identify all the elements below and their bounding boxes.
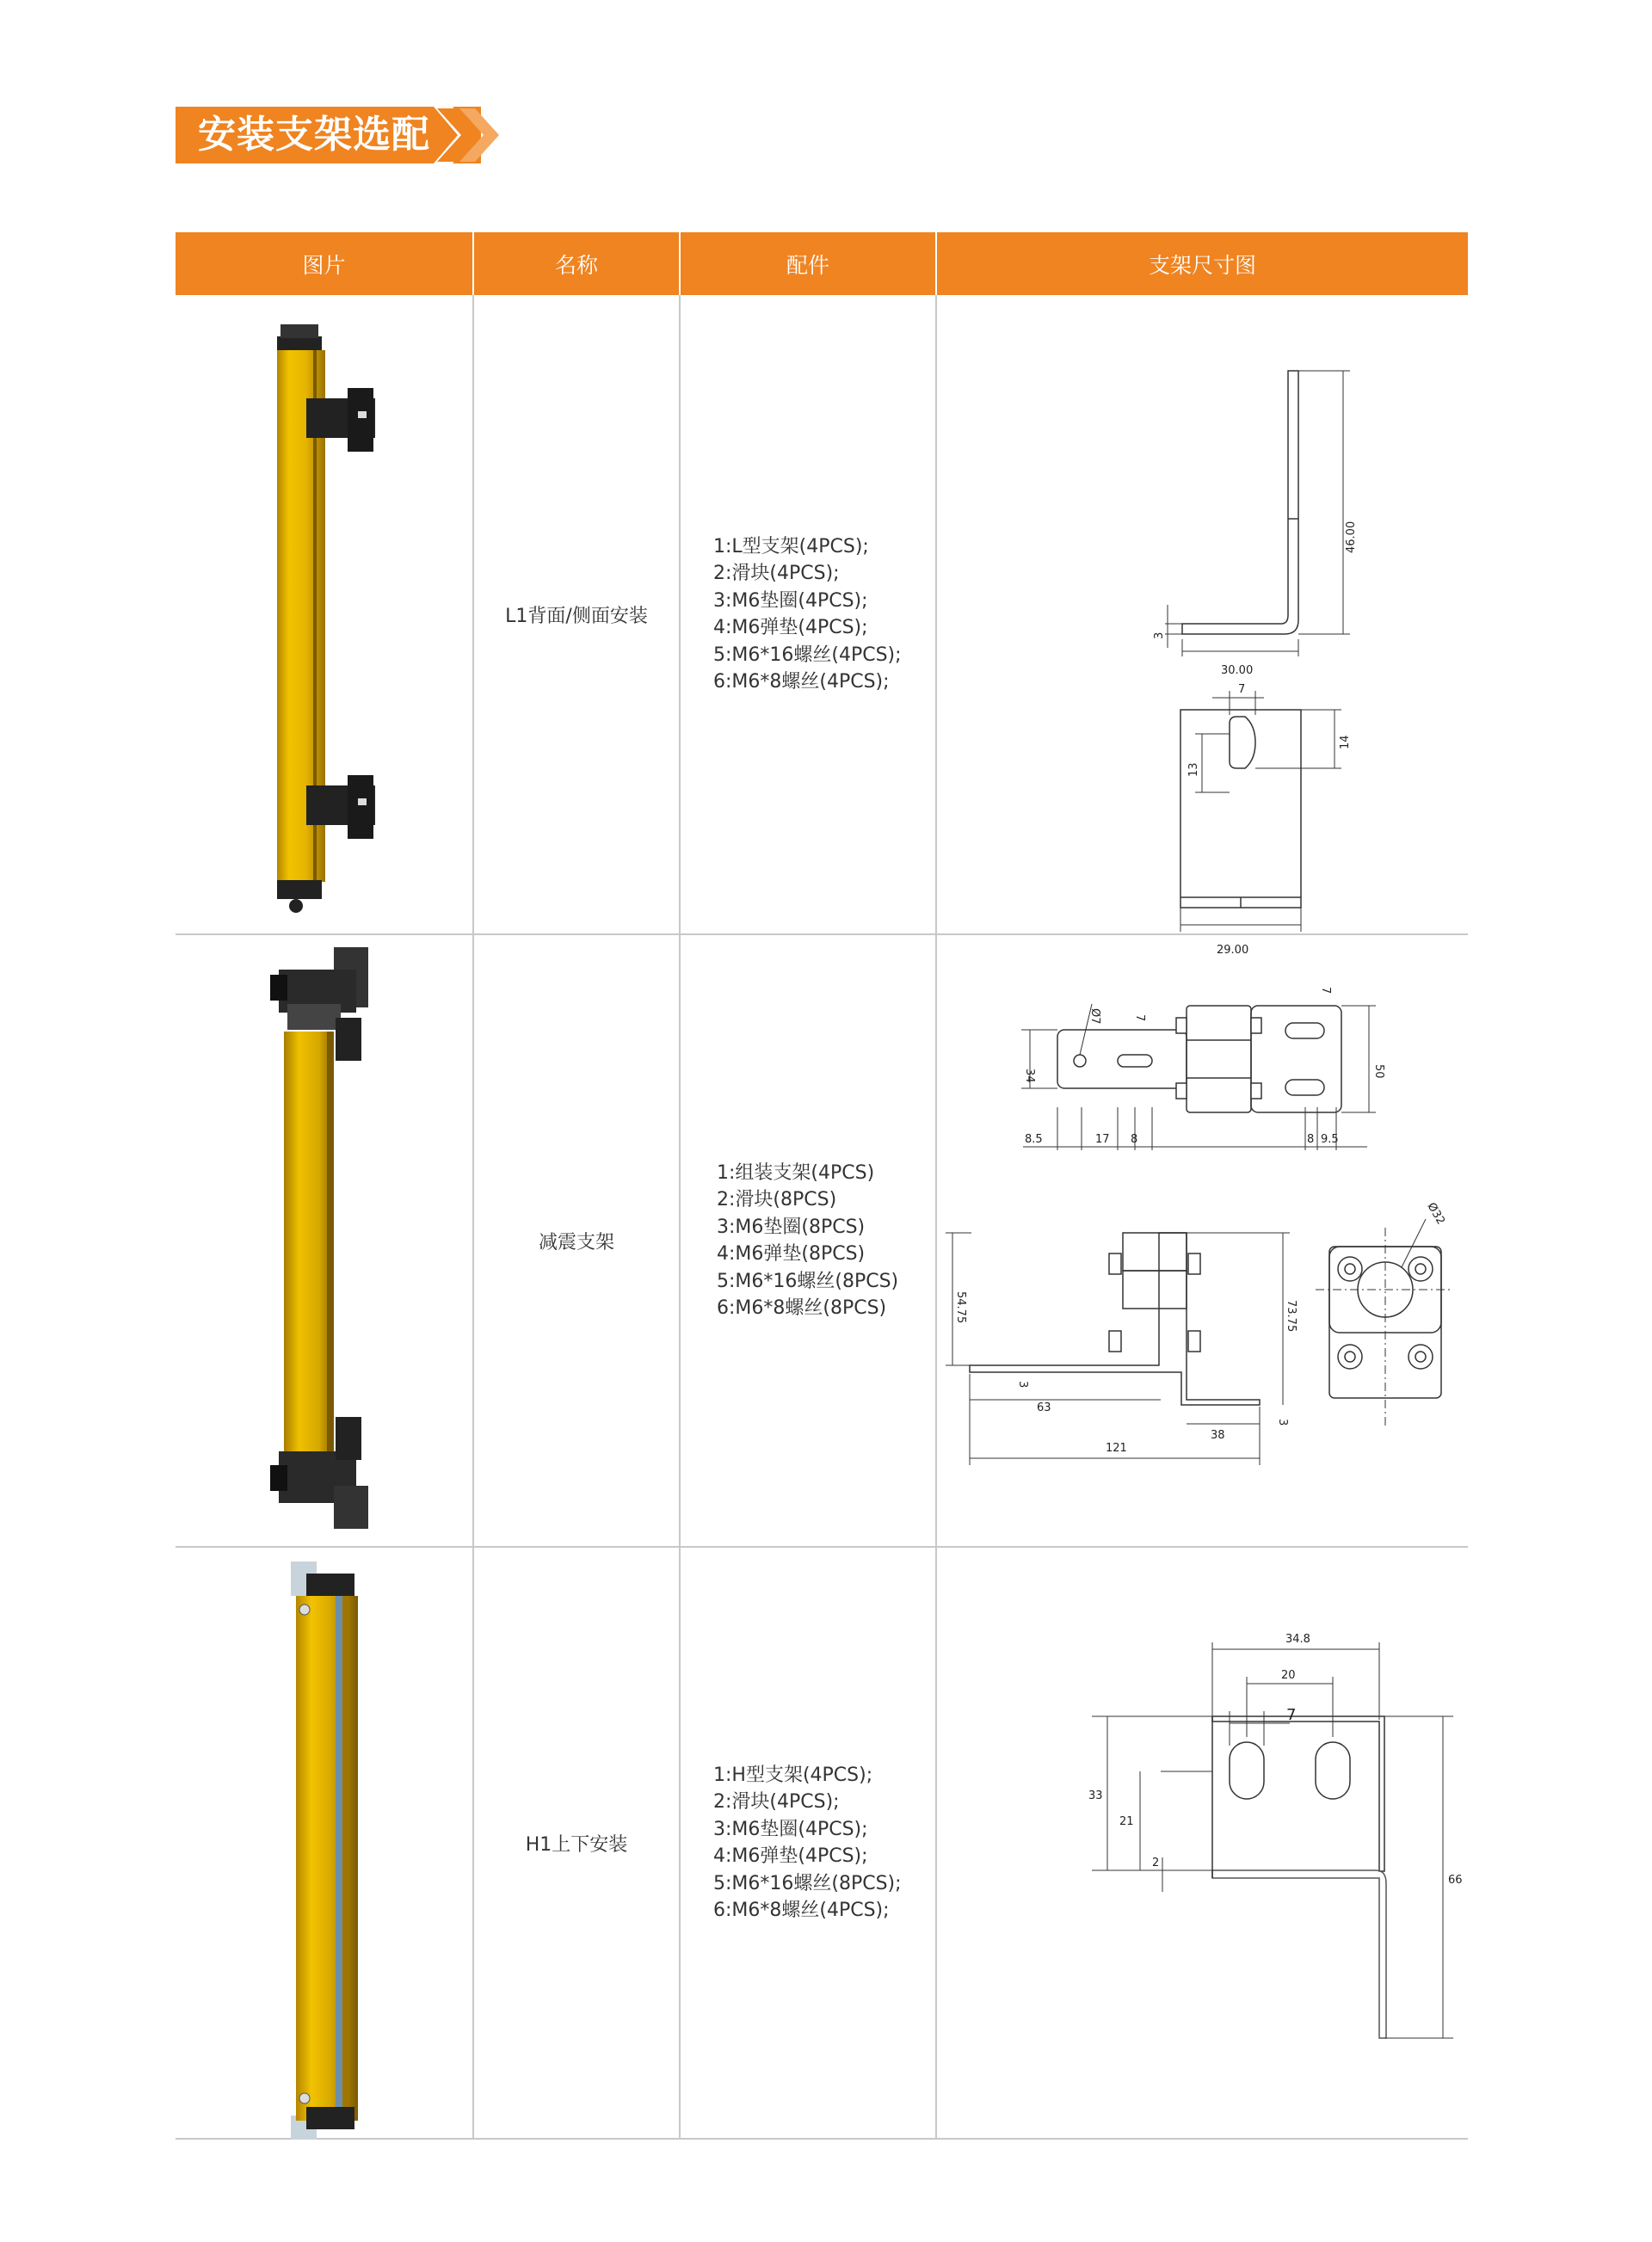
dimension-drawing [937, 935, 1468, 1546]
bracket-name: L1背面/侧面安装 [474, 295, 681, 933]
dim-label: 2 [1152, 1857, 1160, 1869]
dim-label: 17 [1095, 1133, 1110, 1146]
dim-label: 30.00 [1221, 664, 1254, 677]
dimension-drawing [937, 295, 1468, 957]
list-item: 2:滑块(4PCS); [713, 1791, 840, 1813]
damping-bracket-drawing [937, 935, 1468, 1548]
table-row [176, 935, 1468, 1548]
dimension-drawing [937, 1548, 1468, 2138]
product-image [176, 295, 474, 933]
dim-label: 21 [1119, 1815, 1134, 1828]
accessory-list [681, 935, 937, 1546]
h-bracket-drawing [937, 1548, 1468, 2140]
dim-label: 38 [1211, 1429, 1225, 1442]
list-item: 3:M6垫圈(8PCS) [717, 1216, 866, 1238]
list-item: 6:M6*8螺丝(8PCS) [717, 1297, 887, 1319]
dim-label: 33 [1088, 1789, 1103, 1802]
list-item: 1:L型支架(4PCS); [713, 535, 869, 557]
dim-label: Ø32 [1424, 1200, 1447, 1228]
light-curtain-l-bracket-image [176, 295, 474, 935]
list-item: 1:H型支架(4PCS); [713, 1764, 873, 1786]
dim-label: 8 [1131, 1133, 1138, 1146]
list-item: 1:组装支架(4PCS) [717, 1161, 875, 1184]
list-item: 4:M6弹垫(4PCS); [713, 1845, 868, 1867]
dim-label: 3 [1016, 1381, 1029, 1389]
dim-label: 8.5 [1025, 1133, 1043, 1146]
dim-label: 50 [1372, 1064, 1385, 1079]
dim-label: 54.75 [954, 1291, 967, 1324]
dim-label: 8 [1307, 1133, 1315, 1146]
accessory-list [681, 1548, 937, 2138]
list-item: 3:M6垫圈(4PCS); [713, 589, 868, 612]
dim-label: 3 [1276, 1419, 1289, 1426]
dim-label: 7 [1286, 1706, 1297, 1724]
dim-label: 29.00 [1217, 944, 1249, 957]
list-item: 4:M6弹垫(4PCS); [713, 617, 868, 638]
list-item: 3:M6垫圈(4PCS); [713, 1818, 868, 1840]
dim-label: 34 [1023, 1069, 1036, 1083]
header-dimension-drawing: 支架尺寸图 [1148, 252, 1256, 278]
table-header [176, 232, 1468, 295]
dim-label: 7 [1133, 1014, 1146, 1022]
header-accessories: 配件 [681, 232, 937, 295]
product-image [176, 935, 474, 1546]
dim-label: 9.5 [1321, 1133, 1339, 1146]
bracket-name: H1上下安装 [474, 1548, 681, 2138]
list-item: 5:M6*16螺丝(4PCS); [713, 644, 902, 666]
list-item: 2:滑块(4PCS); [713, 563, 840, 584]
dim-label: 121 [1106, 1442, 1127, 1455]
dim-label: 14 [1339, 735, 1352, 749]
dim-label: 7 [1319, 987, 1332, 995]
list-item: 6:M6*8螺丝(4PCS); [713, 1900, 890, 1921]
header-picture: 图片 [176, 232, 474, 295]
section-banner [176, 107, 537, 165]
dim-label: 34.8 [1285, 1633, 1310, 1646]
chevron-arrows-icon [434, 107, 537, 165]
dim-label: 73.75 [1285, 1300, 1298, 1333]
bracket-name: 减震支架 [474, 935, 681, 1546]
dim-label: 20 [1281, 1669, 1296, 1682]
table-row [176, 295, 1468, 957]
list-item: 6:M6*8螺丝(4PCS); [713, 671, 890, 693]
table-row [176, 1548, 1468, 2140]
list-item: 5:M6*16螺丝(8PCS) [717, 1270, 899, 1292]
dim-label: 7 [1238, 683, 1246, 696]
dim-label: 3 [1153, 631, 1166, 639]
list-item: 4:M6弹垫(8PCS) [717, 1243, 866, 1265]
dim-label: 46.00 [1345, 520, 1358, 553]
bracket-table [176, 232, 1468, 2140]
l-bracket-drawing [937, 295, 1468, 935]
dim-label: 66 [1448, 1874, 1463, 1887]
dim-label: 63 [1037, 1401, 1051, 1414]
list-item: 2:滑块(8PCS) [717, 1189, 837, 1210]
light-curtain-h-bracket-image [176, 1548, 474, 2140]
dim-label: 13 [1187, 762, 1200, 777]
section-title: 安装支架选配 [176, 107, 481, 163]
product-image [176, 1548, 474, 2138]
header-name: 名称 [474, 232, 681, 295]
list-item: 5:M6*16螺丝(8PCS); [713, 1872, 902, 1894]
accessory-list [681, 295, 937, 933]
dim-label: Ø7 [1088, 1008, 1101, 1025]
light-curtain-damping-bracket-image [176, 935, 474, 1548]
